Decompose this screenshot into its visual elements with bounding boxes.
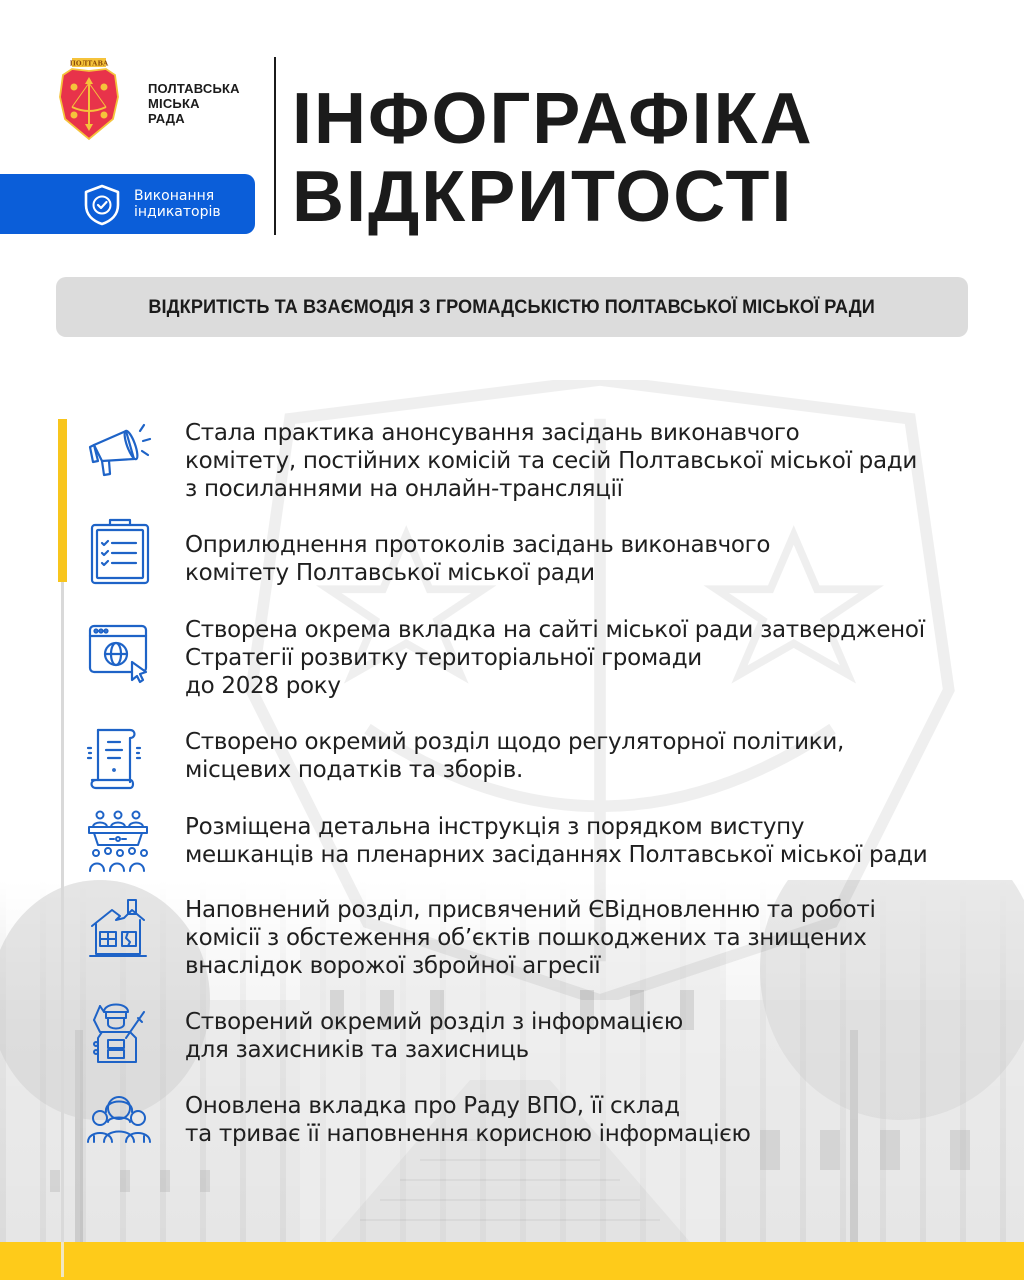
- footer-track-line: [61, 1242, 64, 1277]
- shield-check-icon: [82, 183, 122, 227]
- item-text-line: та триває її наповнення корисною інформацією: [185, 1121, 751, 1147]
- clipboard-checklist-icon: [86, 517, 154, 585]
- item-text-line: комісії з обстеження об’єктів пошкоджених та знищених: [185, 925, 867, 951]
- item-text: [185, 1092, 751, 1148]
- progress-fill: [58, 419, 67, 582]
- item-text-line: місцевих податків та зборів.: [185, 757, 524, 783]
- item-text-line: внаслідок ворожої збройної агресії: [185, 953, 601, 979]
- item-text-line: Стратегії розвитку територіальної громади: [185, 645, 702, 671]
- item-text-line: Наповнений розділ, присвячений ЄВідновленню та роботі: [185, 897, 876, 923]
- item-text-line: Стала практика анонсування засідань виконавчого: [185, 420, 800, 446]
- coat-of-arms-label: ПОЛТАВА: [69, 59, 109, 68]
- item-text-line: з посиланнями на онлайн-трансляції: [185, 476, 623, 502]
- council-name-line: РАДА: [148, 111, 185, 126]
- header-divider: [274, 57, 276, 235]
- item-text-line: Створений окремий розділ з інформацією: [185, 1009, 683, 1035]
- item-text: [185, 1008, 683, 1064]
- item-text: [185, 616, 925, 700]
- section-title: ВІДКРИТІСТЬ ТА ВЗАЄМОДІЯ З ГРОМАДСЬКІСТЮ ПОЛТАВСЬКОЇ МІСЬКОЇ РАДИ: [148, 295, 876, 318]
- document-scroll-icon: [86, 726, 154, 794]
- badge-label-line: індикаторів: [134, 204, 221, 220]
- page-title-line: ВІДКРИТОСТІ: [292, 157, 794, 237]
- item-text: [185, 728, 844, 784]
- section-banner: [56, 277, 968, 337]
- page-title-line: ІНФОГРАФІКА: [292, 79, 814, 159]
- item-text-line: до 2028 року: [185, 673, 341, 699]
- council-name-line: МІСЬКА: [148, 96, 200, 111]
- megaphone-icon: [86, 419, 154, 487]
- item-text-line: для захисників та захисниць: [185, 1037, 529, 1063]
- footer-bar: [0, 1242, 1024, 1280]
- web-globe-icon: [86, 622, 154, 690]
- item-text: [185, 813, 927, 869]
- council-name-line: ПОЛТАВСЬКА: [148, 81, 240, 96]
- item-text: [185, 419, 917, 503]
- people-group-icon: [86, 1088, 154, 1156]
- indicators-badge: [0, 174, 255, 234]
- badge-label: [134, 188, 221, 220]
- item-text-line: комітету Полтавської міської ради: [185, 560, 595, 586]
- item-text-line: Створена окрема вкладка на сайті міської ради затвердженої: [185, 617, 925, 643]
- page-title: [292, 80, 814, 236]
- item-text-line: мешканців на пленарних засіданнях Полтавської міської ради: [185, 842, 928, 868]
- item-text-line: Оновлена вкладка про Раду ВПО, її склад: [185, 1093, 680, 1119]
- item-text-line: комітету, постійних комісій та сесій Полтавської міської ради: [185, 448, 918, 474]
- item-text: [185, 896, 876, 980]
- council-name: [148, 81, 240, 126]
- plenary-meeting-icon: [86, 809, 154, 877]
- item-text: [185, 531, 770, 587]
- badge-label-line: Виконання: [134, 188, 215, 204]
- damaged-house-icon: [86, 896, 154, 964]
- item-text-line: Оприлюднення протоколів засідань виконавчого: [185, 532, 771, 558]
- coat-of-arms-logo: [58, 57, 120, 141]
- item-text-line: Розміщена детальна інструкція з порядком виступу: [185, 814, 805, 840]
- item-text-line: Створено окремий розділ щодо регуляторної політики,: [185, 729, 845, 755]
- soldier-salute-icon: [86, 998, 154, 1066]
